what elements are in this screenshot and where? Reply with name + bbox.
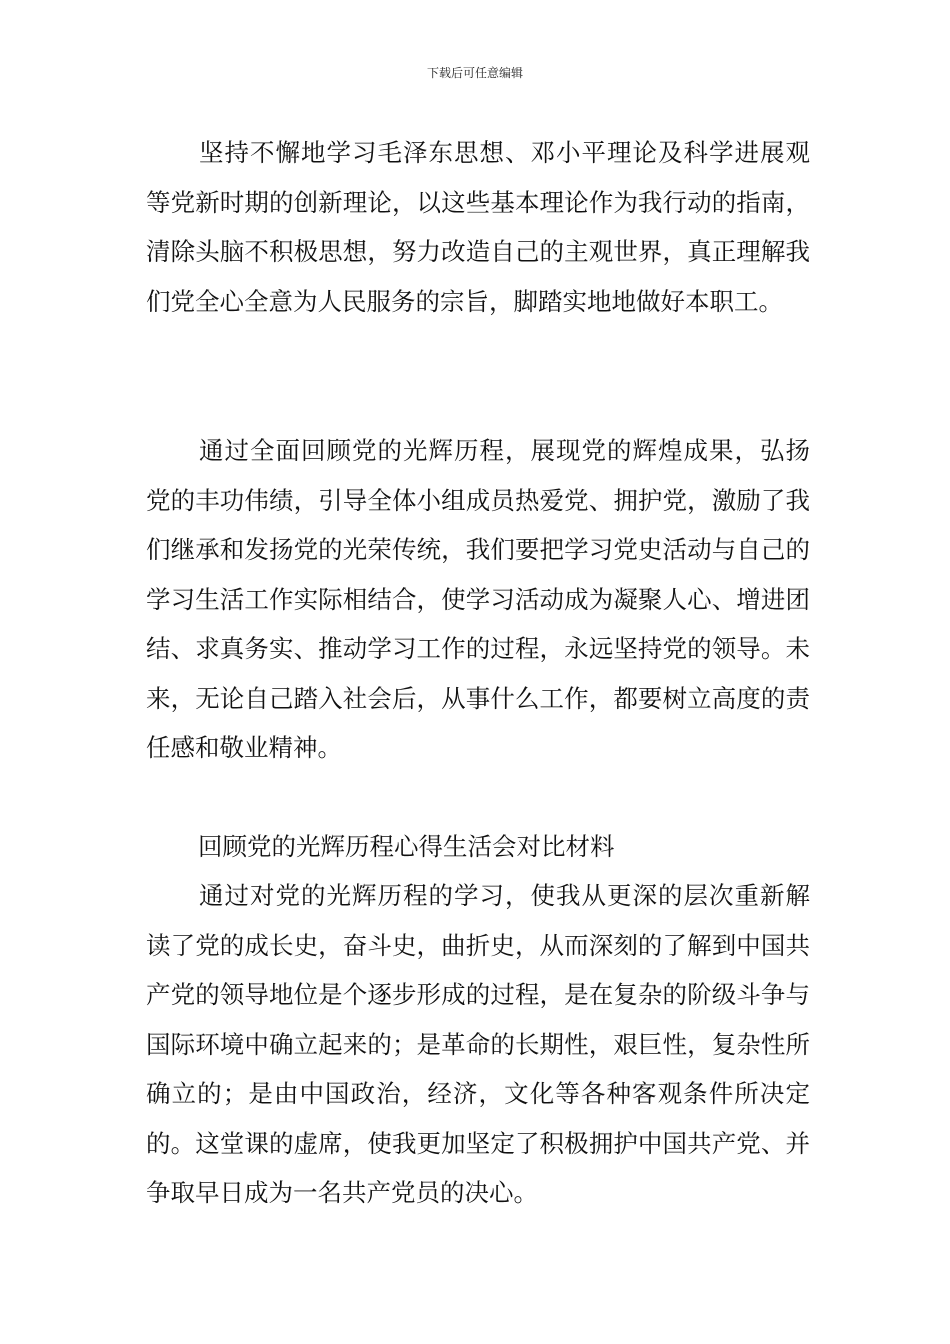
paragraph-1-text: 坚持不懈地学习毛泽东思想、邓小平理论及科学进展观等党新时期的创新理论，以这些基本理论作为我行动的指南，清除头脑不积极思想，努力改造自己的主观世界，真正理解我们党全心全意为人民服务的宗旨，脚踏实地地做好本职工。 [146, 138, 810, 316]
paragraph-2-text: 通过全面回顾党的光辉历程，展现党的辉煌成果，弘扬党的丰功伟绩，引导全体小组成员热爱党、拥护党，激励了我们继承和发扬党的光荣传统，我们要把学习党史活动与自己的学习生活工作实际相结合，使学习活动成为凝聚人心、增进团结、求真务实、推动学习工作的过程，永远坚持党的领导。未来，无论自己踏入社会后，从事什么工作，都要树立高度的责任感和敬业精神。 [146, 436, 810, 762]
paragraph-2 [146, 426, 810, 773]
page-header: 下载后可任意编辑 [426, 66, 523, 80]
paragraph-3 [146, 871, 810, 1218]
section-title-text: 回顾党的光辉历程心得生活会对比材料 [198, 832, 615, 861]
section-title [146, 822, 810, 872]
paragraph-1 [146, 128, 810, 326]
paragraph-3-text: 通过对党的光辉历程的学习，使我从更深的层次重新解读了党的成长史，奋斗史，曲折史，从而深刻的了解到中国共产党的领导地位是个逐步形成的过程，是在复杂的阶级斗争与国际环境中确立起来的；是革命的长期性，艰巨性，复杂性所确立的；是由中国政治，经济，文化等各种客观条件所决定的。这堂课的虚席，使我更加坚定了积极拥护中国共产党、并争取早日成为一名共产党员的决心。 [146, 881, 810, 1207]
